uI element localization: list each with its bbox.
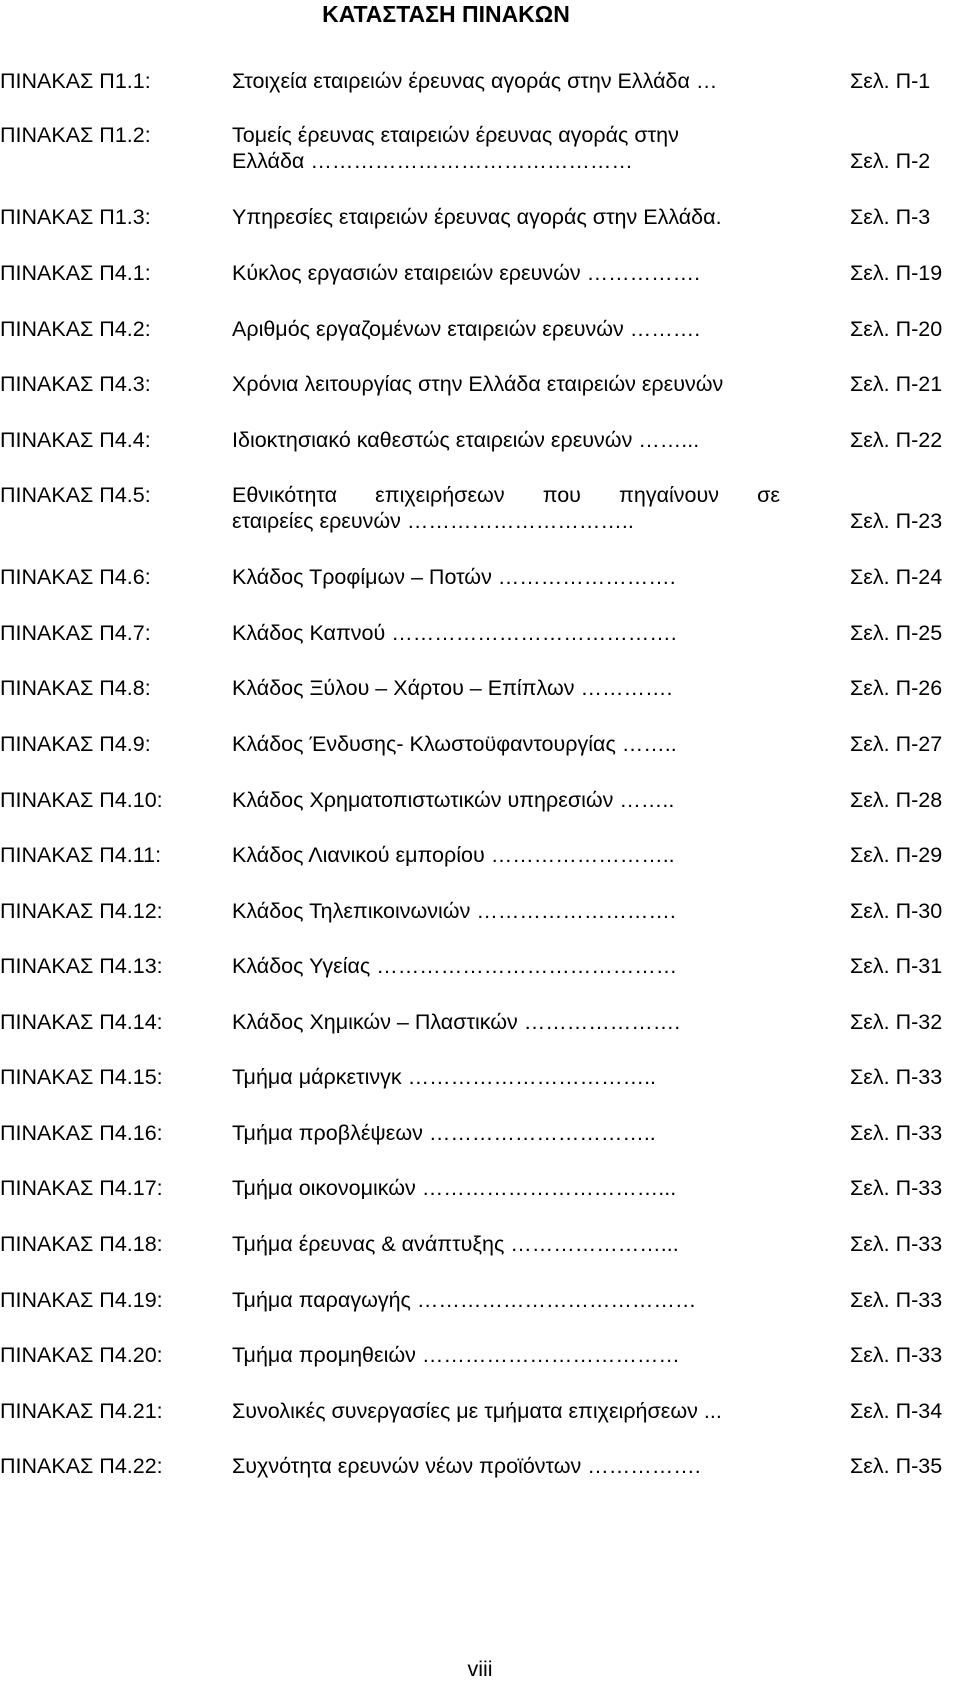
page-reference: Σελ. Π-2 <box>850 149 931 173</box>
table-description <box>232 122 834 174</box>
table-description: Τμήμα παραγωγής ………………………………… <box>232 1288 697 1312</box>
description-line: εταιρείες ερευνών ………………………….. <box>232 509 634 533</box>
page-reference: Σελ. Π-20 <box>850 317 943 341</box>
table-description: Κύκλος εργασιών εταιρειών ερευνών ……………. <box>232 261 701 285</box>
page-number: viii <box>467 1657 493 1681</box>
table-description: Τμήμα προμηθειών ……………………………… <box>232 1343 680 1367</box>
table-label: ΠΙΝΑΚΑΣ Π4.12: <box>0 899 163 923</box>
table-label: ΠΙΝΑΚΑΣ Π4.5: <box>0 483 151 507</box>
table-label: ΠΙΝΑΚΑΣ Π4.13: <box>0 954 163 978</box>
table-description: Κλάδος Χημικών – Πλαστικών …………………. <box>232 1010 681 1034</box>
description-line: Ελλάδα ……………………………………… <box>232 149 633 173</box>
page-reference: Σελ. Π-33 <box>850 1065 943 1089</box>
table-description: Αριθμός εργαζομένων εταιρειών ερευνών ………. <box>232 317 701 341</box>
page-reference: Σελ. Π-30 <box>850 899 943 923</box>
table-label: ΠΙΝΑΚΑΣ Π4.2: <box>0 317 151 341</box>
page-reference: Σελ. Π-31 <box>850 954 943 978</box>
page-reference: Σελ. Π-33 <box>850 1288 943 1312</box>
table-description: Κλάδος Καπνού …………………………………. <box>232 621 677 645</box>
page-reference: Σελ. Π-23 <box>850 509 943 533</box>
table-description: Κλάδος Ένδυσης- Κλωστοϋφαντουργίας …….. <box>232 732 677 756</box>
page-reference: Σελ. Π-3 <box>850 205 931 229</box>
table-description: Συχνότητα ερευνών νέων προϊόντων ……………. <box>232 1454 701 1478</box>
table-description: Κλάδος Τροφίμων – Ποτών ……………………. <box>232 565 676 589</box>
page-reference: Σελ. Π-21 <box>850 372 943 396</box>
table-label: ΠΙΝΑΚΑΣ Π4.1: <box>0 261 151 285</box>
table-label: ΠΙΝΑΚΑΣ Π4.14: <box>0 1010 163 1034</box>
page-reference: Σελ. Π-33 <box>850 1343 943 1367</box>
table-description: Τμήμα προβλέψεων ………………………….. <box>232 1121 656 1145</box>
table-label: ΠΙΝΑΚΑΣ Π4.16: <box>0 1121 163 1145</box>
page-reference: Σελ. Π-35 <box>850 1454 943 1478</box>
page-reference: Σελ. Π-24 <box>850 565 943 589</box>
page-reference: Σελ. Π-33 <box>850 1121 943 1145</box>
page-reference: Σελ. Π-26 <box>850 676 943 700</box>
page-reference: Σελ. Π-33 <box>850 1232 943 1256</box>
table-description: Κλάδος Χρηματοπιστωτικών υπηρεσιών …….. <box>232 788 675 812</box>
page-reference: Σελ. Π-32 <box>850 1010 943 1034</box>
table-description <box>232 482 834 534</box>
table-label: ΠΙΝΑΚΑΣ Π4.6: <box>0 565 151 589</box>
page-reference: Σελ. Π-29 <box>850 843 943 867</box>
page-reference: Σελ. Π-1 <box>850 69 931 93</box>
table-label: ΠΙΝΑΚΑΣ Π4.17: <box>0 1176 163 1200</box>
table-description: Στοιχεία εταιρειών έρευνας αγοράς στην Ελλάδα … <box>232 69 718 93</box>
table-label: ΠΙΝΑΚΑΣ Π4.9: <box>0 732 151 756</box>
table-description: Ιδιοκτησιακό καθεστώς εταιρειών ερευνών ……... <box>232 428 700 452</box>
page-reference: Σελ. Π-27 <box>850 732 943 756</box>
table-label: ΠΙΝΑΚΑΣ Π4.20: <box>0 1343 163 1367</box>
page-reference: Σελ. Π-33 <box>850 1176 943 1200</box>
table-label: ΠΙΝΑΚΑΣ Π1.2: <box>0 123 151 147</box>
page-title: ΚΑΤΑΣΤΑΣΗ ΠΙΝΑΚΩΝ <box>322 1 570 27</box>
table-label: ΠΙΝΑΚΑΣ Π4.11: <box>0 843 162 867</box>
table-label: ΠΙΝΑΚΑΣ Π4.8: <box>0 676 151 700</box>
table-label: ΠΙΝΑΚΑΣ Π1.1: <box>0 69 151 93</box>
table-label: ΠΙΝΑΚΑΣ Π4.3: <box>0 372 151 396</box>
page-reference: Σελ. Π-25 <box>850 621 943 645</box>
page-reference: Σελ. Π-22 <box>850 428 943 452</box>
page-reference: Σελ. Π-28 <box>850 788 943 812</box>
table-description: Κλάδος Υγείας …………………………………… <box>232 954 678 978</box>
page-reference: Σελ. Π-19 <box>850 261 943 285</box>
table-description: Κλάδος Τηλεπικοινωνιών ………………………. <box>232 899 676 923</box>
description-line: Τομείς έρευνας εταιρειών έρευνας αγοράς στην <box>232 123 679 147</box>
table-description: Τμήμα οικονομικών ……………………………... <box>232 1176 677 1200</box>
table-label: ΠΙΝΑΚΑΣ Π4.18: <box>0 1232 163 1256</box>
table-label: ΠΙΝΑΚΑΣ Π4.19: <box>0 1288 163 1312</box>
table-description: Τμήμα μάρκετινγκ …………………………….. <box>232 1065 657 1089</box>
table-label: ΠΙΝΑΚΑΣ Π4.15: <box>0 1065 163 1089</box>
table-description: Υπηρεσίες εταιρειών έρευνας αγοράς στην Ελλάδα. <box>232 205 722 229</box>
table-label: ΠΙΝΑΚΑΣ Π4.4: <box>0 428 151 452</box>
table-description: Κλάδος Ξύλου – Χάρτου – Επίπλων …………. <box>232 676 673 700</box>
table-label: ΠΙΝΑΚΑΣ Π4.7: <box>0 621 151 645</box>
table-label: ΠΙΝΑΚΑΣ Π1.3: <box>0 205 151 229</box>
page-reference: Σελ. Π-34 <box>850 1399 943 1423</box>
table-description: Τμήμα έρευνας & ανάπτυξης …………………... <box>232 1232 679 1256</box>
table-description: Χρόνια λειτουργίας στην Ελλάδα εταιρειών ερευνών <box>232 372 724 396</box>
table-description: Συνολικές συνεργασίες με τμήματα επιχειρήσεων ... <box>232 1399 722 1423</box>
table-label: ΠΙΝΑΚΑΣ Π4.22: <box>0 1454 163 1478</box>
table-label: ΠΙΝΑΚΑΣ Π4.10: <box>0 788 163 812</box>
description-line: Εθνικότητα επιχειρήσεων που πηγαίνουν σε <box>232 483 780 507</box>
table-label: ΠΙΝΑΚΑΣ Π4.21: <box>0 1399 163 1423</box>
table-description: Κλάδος Λιανικού εμπορίου …………………….. <box>232 843 675 867</box>
